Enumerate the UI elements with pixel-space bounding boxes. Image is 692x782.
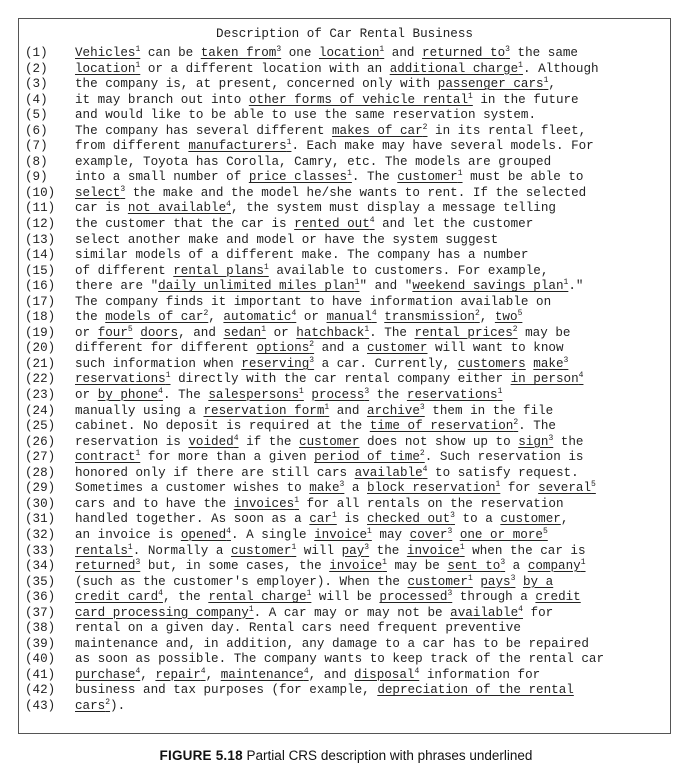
line-number: (21) bbox=[25, 356, 56, 371]
line-text: there are "daily unlimited miles plan$^1$" and "weekend savings plan$^1$." bbox=[75, 278, 584, 294]
document-line bbox=[25, 637, 670, 653]
line-number: (30) bbox=[25, 496, 56, 511]
document-line bbox=[25, 512, 670, 528]
line-number: (20) bbox=[25, 341, 56, 356]
document-line bbox=[25, 310, 670, 326]
line-number: (28) bbox=[25, 465, 56, 480]
line-text: card processing company$^1$. A car may or may not be available$^4$ for bbox=[75, 604, 554, 620]
document-line bbox=[25, 668, 670, 684]
document-line bbox=[25, 699, 670, 715]
line-number: (43) bbox=[25, 698, 56, 713]
line-text: select$^3$ the make and the model he/she wants to rent. If the selected bbox=[75, 184, 587, 200]
document-line bbox=[25, 652, 670, 668]
figure-caption-label: FIGURE 5.18 bbox=[159, 748, 243, 763]
line-text: into a small number of price classes$^1$. The customer$^1$ must be able to bbox=[75, 169, 584, 185]
document-line bbox=[25, 248, 670, 264]
line-text: and would like to be able to use the same reservation system. bbox=[75, 108, 537, 123]
line-number: (37) bbox=[25, 605, 56, 620]
line-number: (9) bbox=[25, 170, 48, 185]
document-line bbox=[25, 264, 670, 280]
line-text: from different manufacturers$^1$. Each make may have several models. For bbox=[75, 138, 594, 154]
line-text: car is not available$^4$, the system must display a message telling bbox=[75, 200, 556, 216]
line-text: such information when reserving$^3$ a car. Currently, customers make$^3$ bbox=[75, 355, 569, 371]
line-text: select another make and model or have the system suggest bbox=[75, 232, 499, 247]
document-title: Description of Car Rental Business bbox=[216, 27, 473, 41]
document-line bbox=[25, 606, 670, 622]
line-text: as soon as possible. The company wants to keep track of the rental car bbox=[75, 652, 605, 667]
line-text: or by phone$^4$. The salespersons$^1$ process$^3$ the reservations$^1$ bbox=[75, 387, 503, 403]
line-number: (32) bbox=[25, 527, 56, 542]
document-line bbox=[25, 326, 670, 342]
line-text: manually using a reservation form$^1$ and archive$^3$ them in the file bbox=[75, 402, 554, 418]
line-number: (7) bbox=[25, 139, 48, 154]
document-line bbox=[25, 404, 670, 420]
document-line bbox=[25, 155, 670, 171]
document-line bbox=[25, 466, 670, 482]
line-number: (23) bbox=[25, 388, 56, 403]
figure-caption-text: Partial CRS description with phrases underlined bbox=[246, 748, 533, 763]
document-line bbox=[25, 357, 670, 373]
line-text: of different rental plans$^1$ available to customers. For example, bbox=[75, 262, 549, 278]
line-number: (40) bbox=[25, 652, 56, 667]
line-text: maintenance and, in addition, any damage to a car has to be repaired bbox=[75, 636, 589, 651]
line-number: (33) bbox=[25, 543, 56, 558]
line-text: example, Toyota has Corolla, Camry, etc. The models are grouped bbox=[75, 154, 552, 169]
document-line bbox=[25, 295, 670, 311]
line-text: returned$^3$ but, in some cases, the invoice$^1$ may be sent $to^3$ a company$^1$ bbox=[75, 558, 586, 574]
document-line bbox=[25, 108, 670, 124]
line-number: (35) bbox=[25, 574, 56, 589]
line-number: (38) bbox=[25, 621, 56, 636]
line-number: (1) bbox=[25, 46, 48, 60]
document-line bbox=[25, 170, 670, 186]
line-number: (3) bbox=[25, 77, 48, 92]
line-number: (17) bbox=[25, 294, 56, 309]
line-number: (27) bbox=[25, 450, 56, 465]
line-number: (18) bbox=[25, 310, 56, 325]
line-number: (15) bbox=[25, 263, 56, 278]
line-number: (11) bbox=[25, 201, 56, 216]
line-text: the models of car$^2$, automatic$^4$ or manual$^4$ transmission$^2$, two$^5$ bbox=[75, 309, 523, 325]
document-line bbox=[25, 481, 670, 497]
line-text: different for different options$^2$ and a customer will want to know bbox=[75, 340, 564, 356]
line-text: Sometimes a customer wishes to make$^3$ a block reservation$^1$ for several$^5$ bbox=[75, 480, 596, 496]
line-text: it may branch out into other forms of vehicle rental$^1$ in the future bbox=[75, 91, 579, 107]
line-number: (24) bbox=[25, 403, 56, 418]
line-number: (26) bbox=[25, 434, 56, 449]
line-text: an invoice is opened$^4$. A single invoice$^1$ may cover$^3$ one or more$^5$ bbox=[75, 526, 548, 542]
figure-caption bbox=[0, 748, 692, 763]
line-number: (36) bbox=[25, 590, 56, 605]
document-line bbox=[25, 201, 670, 217]
line-number: (10) bbox=[25, 185, 56, 200]
line-text: cars and to have the invoices$^1$ for all rentals on the reservation bbox=[75, 495, 564, 511]
line-number: (39) bbox=[25, 636, 56, 651]
line-text: purchase$^4$, repair$^4$, maintenance$^4$, and disposal$^4$ information for bbox=[75, 666, 541, 682]
line-number: (19) bbox=[25, 325, 56, 340]
document-line bbox=[25, 233, 670, 249]
numbered-lines bbox=[25, 46, 670, 715]
line-text: rentals$^1$. Normally a customer$^1$ will pay$^3$ the invoice$^1$ when the car is bbox=[75, 542, 586, 558]
line-number: (31) bbox=[25, 512, 56, 527]
line-number: (42) bbox=[25, 683, 56, 698]
document-line bbox=[25, 124, 670, 140]
document-line bbox=[25, 372, 670, 388]
document-line bbox=[25, 683, 670, 699]
line-text: similar models of a different make. The company has a number bbox=[75, 248, 529, 263]
line-text: reservation is voided$^4$ if the customer does not show up to sign$^3$ the bbox=[75, 433, 584, 449]
line-number: (16) bbox=[25, 279, 56, 294]
line-number: (25) bbox=[25, 419, 56, 434]
line-text: The company has several different makes of car$^2$ in its rental fleet, bbox=[75, 122, 587, 138]
document-line bbox=[25, 419, 670, 435]
document-line bbox=[25, 450, 670, 466]
line-text: credit card$^4$, the rental charge$^1$ will be processed$^3$ through a credit bbox=[75, 589, 581, 605]
line-text: location$^1$ or a different location with an additional charge$^1$. Although bbox=[75, 60, 599, 76]
document-line bbox=[25, 217, 670, 233]
line-text: (such as the customer's employer). When the customer$^1$ pays$^3$ by a bbox=[75, 573, 554, 589]
line-number: (5) bbox=[25, 108, 48, 123]
document-line bbox=[25, 341, 670, 357]
line-text: cars$^2$). bbox=[75, 697, 126, 713]
line-number: (12) bbox=[25, 217, 56, 232]
document-line bbox=[25, 279, 670, 295]
line-text: Vehicles$^1$ can be taken from$^3$ one location$^1$ and returned $to^3$ the same bbox=[75, 45, 578, 60]
document-line bbox=[25, 575, 670, 591]
document-line bbox=[25, 559, 670, 575]
line-number: (6) bbox=[25, 123, 48, 138]
document-line bbox=[25, 77, 670, 93]
line-number: (29) bbox=[25, 481, 56, 496]
document-line bbox=[25, 497, 670, 513]
line-text: business and tax purposes (for example, depreciation of the rental bbox=[75, 683, 574, 698]
line-text: rental on a given day. Rental cars need frequent preventive bbox=[75, 621, 521, 636]
line-text: or four$^5$ doors, and sedan$^1$ or hatchback$^1$. The rental prices$^2$ may be bbox=[75, 324, 571, 340]
line-number: (8) bbox=[25, 154, 48, 169]
document-line bbox=[25, 93, 670, 109]
line-number: (41) bbox=[25, 667, 56, 682]
document-line bbox=[25, 388, 670, 404]
line-number: (4) bbox=[25, 92, 48, 107]
line-text: cabinet. No deposit is required at the time of reservation$^2$. The bbox=[75, 418, 556, 434]
document-line bbox=[25, 139, 670, 155]
line-text: reservations$^1$ directly with the car rental company either in person$^4$ bbox=[75, 371, 584, 387]
document-line bbox=[25, 590, 670, 606]
document-line bbox=[25, 544, 670, 560]
line-text: contract$^1$ for more than a given period of time$^2$. Such reservation is bbox=[75, 449, 584, 465]
line-text: honored only if there are still cars available$^4$ to satisfy request. bbox=[75, 464, 579, 480]
line-number: (34) bbox=[25, 559, 56, 574]
document-line bbox=[25, 528, 670, 544]
line-text: the company is, at present, concerned only with passenger cars$^1$, bbox=[75, 76, 556, 92]
line-text: The company finds it important to have information available on bbox=[75, 294, 552, 309]
document-line bbox=[25, 435, 670, 451]
line-number: (22) bbox=[25, 372, 56, 387]
line-text: the customer that the car is rented out$^4$ and let the customer bbox=[75, 216, 534, 232]
document-line bbox=[25, 46, 670, 62]
document-line bbox=[25, 186, 670, 202]
line-number: (2) bbox=[25, 61, 48, 76]
document-line bbox=[25, 62, 670, 78]
document-frame bbox=[18, 18, 671, 734]
document-line bbox=[25, 621, 670, 637]
line-text: handled together. As soon as a car$^1$ is checked out$^3$ to a customer, bbox=[75, 511, 569, 527]
line-number: (14) bbox=[25, 248, 56, 263]
line-number: (13) bbox=[25, 232, 56, 247]
